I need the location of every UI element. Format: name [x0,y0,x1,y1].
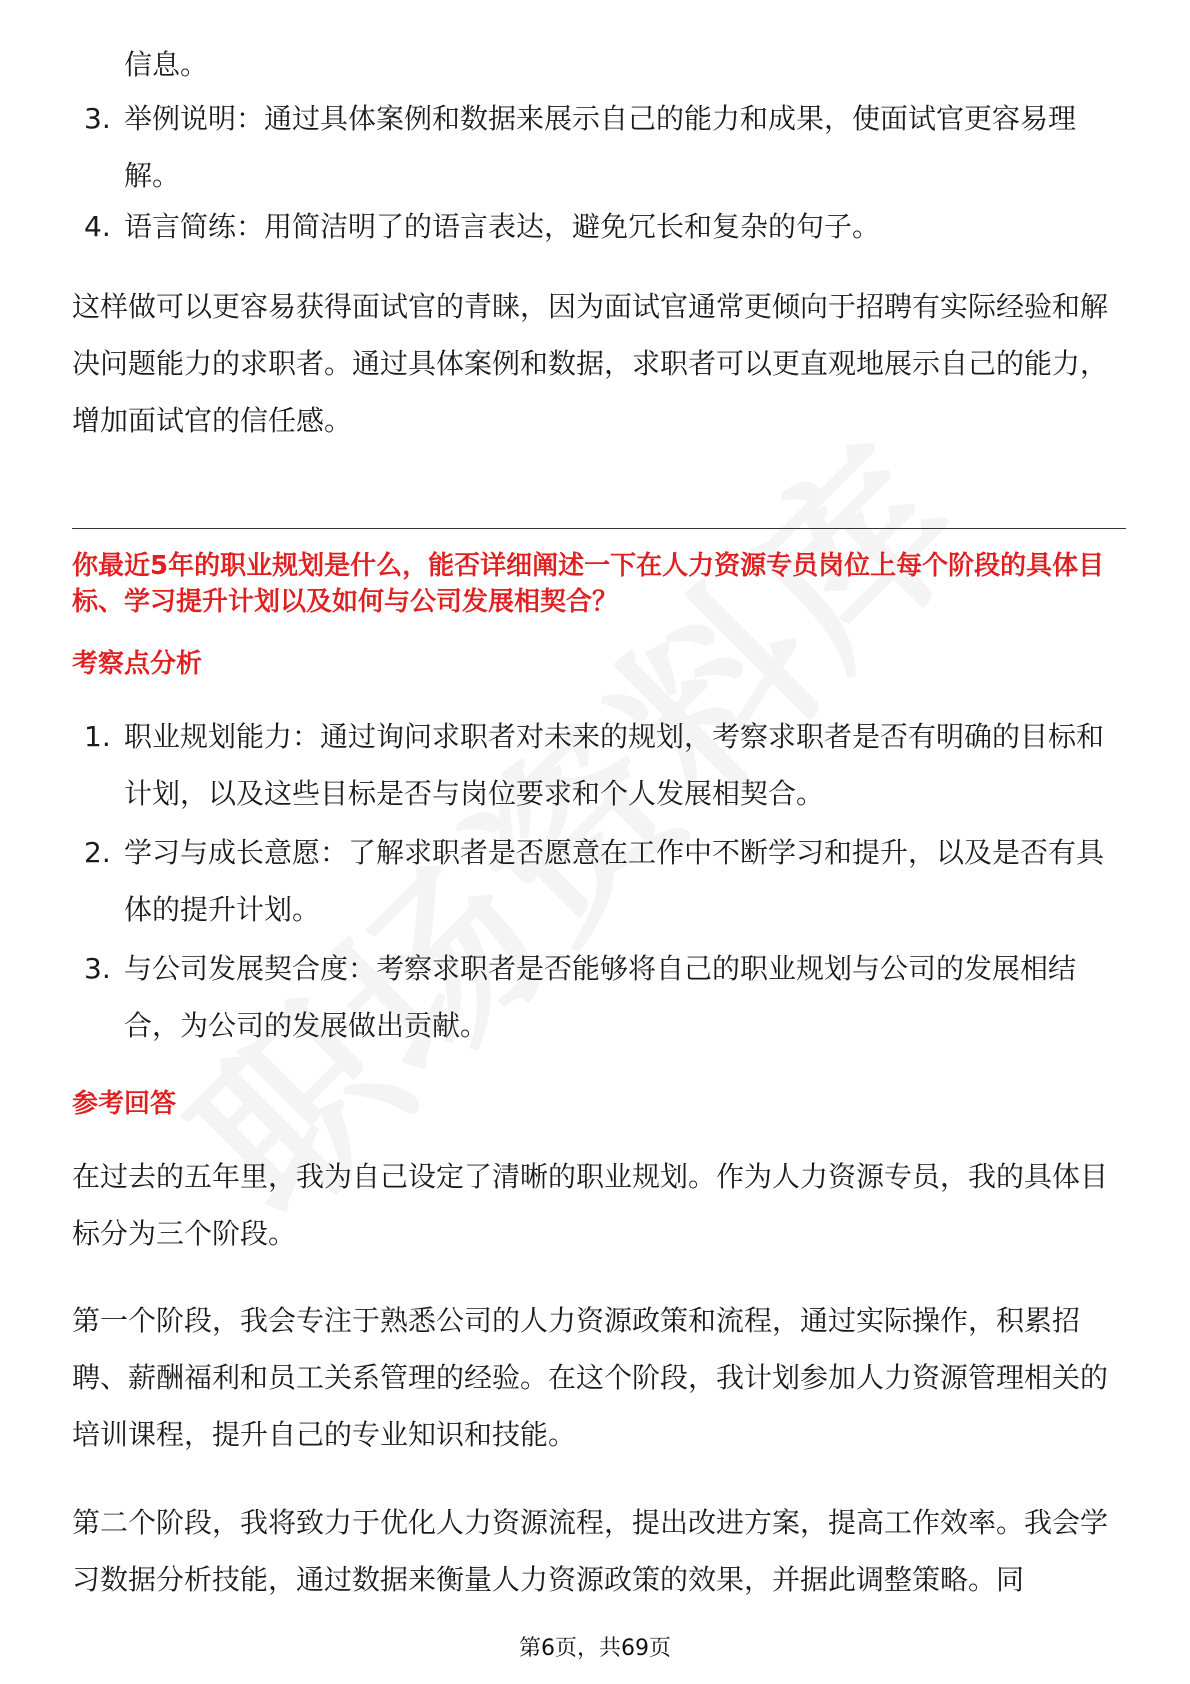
summary-paragraph: 这样做可以更容易获得面试官的青睐，因为面试官通常更倾向于招聘有实际经验和解决问题能力的求职者。通过具体案例和数据，求职者可以更直观地展示自己的能力，增加面试官的信任感。 [72,290,1109,437]
list-item [84,708,1120,822]
list-item [84,940,1120,1054]
question-heading: 你最近5年的职业规划是什么，能否详细阐述一下在人力资源专员岗位上每个阶段的具体目标、学习提升计划以及如何与公司发展相契合？ [72,551,1105,617]
list-text: 职业规划能力：通过询问求职者对未来的规划，考察求职者是否有明确的目标和计划，以及这些目标是否与岗位要求和个人发展相契合。 [124,720,1105,810]
list-number: 4. [84,210,111,243]
divider [72,528,1126,529]
list-item [84,90,1120,204]
list-item [84,198,1120,255]
answer-paragraph: 第二个阶段，我将致力于优化人力资源流程，提出改进方案，提高工作效率。我会学习数据分析技能，通过数据来衡量人力资源政策的效果，并据此调整策略。同 [72,1506,1109,1596]
list-text: 语言简练：用简洁明了的语言表达，避免冗长和复杂的句子。 [124,210,881,243]
list-number: 2. [84,836,111,869]
list-text: 信息。 [124,48,209,81]
list-number: 3. [84,952,111,985]
answer-heading: 参考回答 [72,1089,177,1119]
list-text: 与公司发展契合度：考察求职者是否能够将自己的职业规划与公司的发展相结合，为公司的发展做出贡献。 [124,952,1077,1042]
answer-paragraph: 第一个阶段，我会专注于熟悉公司的人力资源政策和流程，通过实际操作，积累招聘、薪酬福利和员工关系管理的经验。在这个阶段，我计划参加人力资源管理相关的培训课程，提升自己的专业知识和技能。 [72,1304,1109,1451]
list-item [84,824,1120,938]
list-number: 3. [84,102,111,135]
list-number: 1. [84,720,111,753]
page-footer: 第6页，共69页 [519,1636,671,1661]
analysis-heading: 考察点分析 [72,649,203,679]
list-text: 举例说明：通过具体案例和数据来展示自己的能力和成果，使面试官更容易理解。 [124,102,1077,192]
list-text: 学习与成长意愿：了解求职者是否愿意在工作中不断学习和提升，以及是否有具体的提升计划。 [124,836,1105,926]
answer-paragraph: 在过去的五年里，我为自己设定了清晰的职业规划。作为人力资源专员，我的具体目标分为三个阶段。 [72,1160,1109,1250]
list-item [84,36,1120,93]
